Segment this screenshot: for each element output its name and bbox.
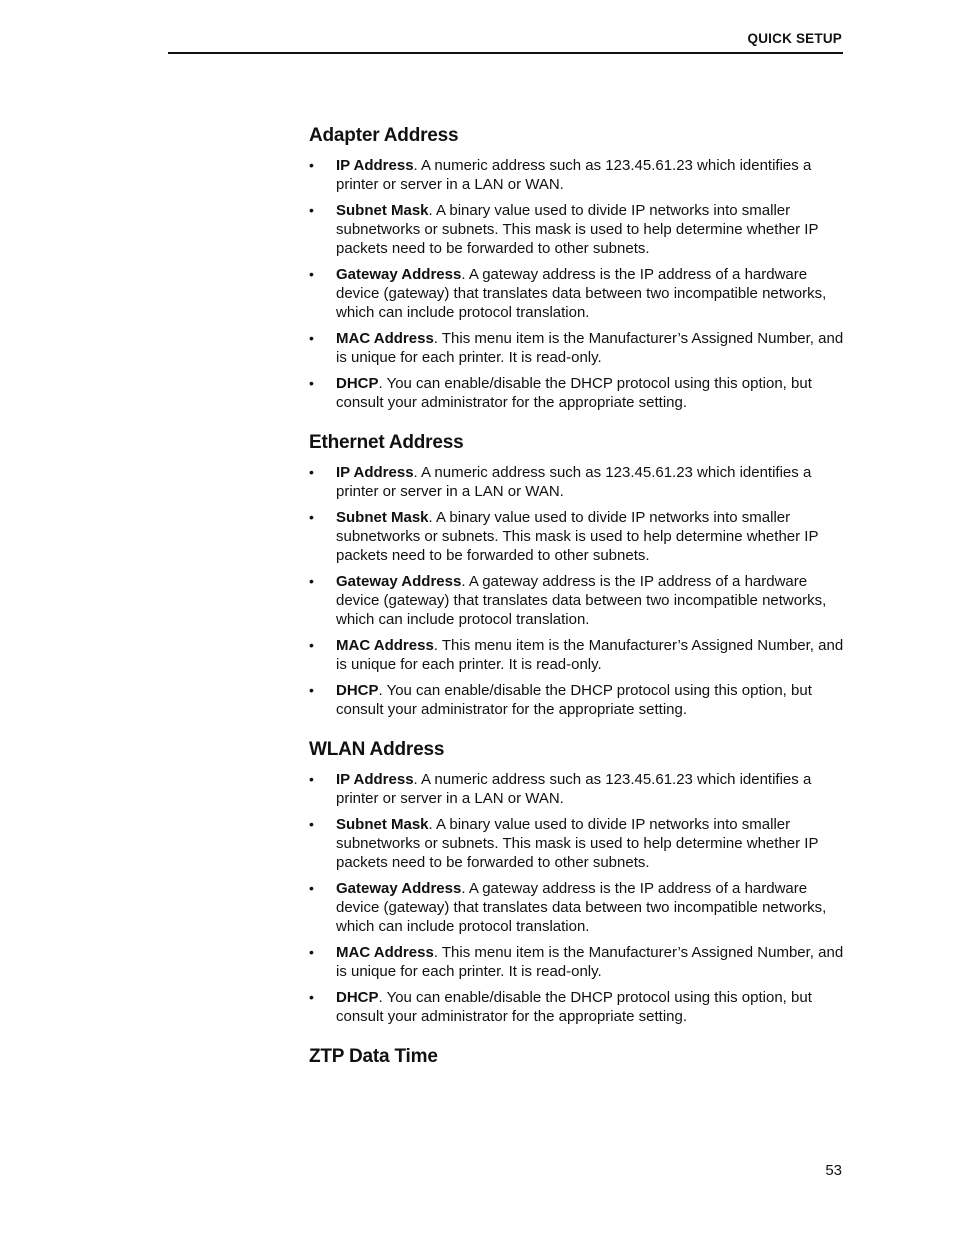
bullet-icon: • [309,573,314,589]
list-item [309,681,849,719]
list-item [309,374,849,412]
item-term: MAC Address [336,944,434,961]
item-description: . A binary value used to divide IP networks into smaller subnetworks or subnets. This mask is used to help determine whether IP packets need to be forwarded to other subnets. [336,202,819,257]
item-description: . You can enable/disable the DHCP protocol using this option, but consult your administrator for the appropriate setting. [336,682,812,718]
item-term: MAC Address [336,330,434,347]
item-term: Subnet Mask [336,816,429,833]
bullet-icon: • [309,509,314,525]
item-term: IP Address [336,157,414,174]
header-title: QUICK SETUP [747,31,842,46]
item-description: . This menu item is the Manufacturer’s Assigned Number, and is unique for each printer. It is read-only. [336,944,844,980]
item-description: . A gateway address is the IP address of a hardware device (gateway) that translates data between two incompatible networks, which can include protocol translation. [336,266,827,321]
bullet-list [309,463,849,719]
item-description: . A numeric address such as 123.45.61.23 which identifies a printer or server in a LAN or WAN. [336,464,812,500]
list-item [309,508,849,565]
item-description: . A gateway address is the IP address of a hardware device (gateway) that translates data between two incompatible networks, which can include protocol translation. [336,573,827,628]
list-item [309,463,849,501]
bullet-icon: • [309,944,314,960]
bullet-list [309,770,849,1026]
item-description: . A gateway address is the IP address of a hardware device (gateway) that translates data between two incompatible networks, which can include protocol translation. [336,880,827,935]
section-ztp-data-time [309,1044,849,1070]
bullet-icon: • [309,375,314,391]
item-term: Gateway Address [336,573,462,590]
list-item [309,572,849,629]
section-heading: WLAN Address [309,739,445,760]
item-term: MAC Address [336,637,434,654]
main-content [309,123,849,1088]
page-header [168,28,843,54]
list-item [309,943,849,981]
section-heading: Adapter Address [309,125,459,146]
item-description: . A numeric address such as 123.45.61.23 which identifies a printer or server in a LAN or WAN. [336,771,812,807]
item-term: DHCP [336,989,379,1006]
section-heading: ZTP Data Time [309,1046,438,1067]
bullet-icon: • [309,157,314,173]
item-term: DHCP [336,682,379,699]
item-term: IP Address [336,771,414,788]
item-term: Subnet Mask [336,202,429,219]
list-item [309,201,849,258]
item-term: Subnet Mask [336,509,429,526]
list-item [309,636,849,674]
section-ethernet-address [309,430,849,719]
item-description: . A binary value used to divide IP networks into smaller subnetworks or subnets. This mask is used to help determine whether IP packets need to be forwarded to other subnets. [336,509,819,564]
item-term: Gateway Address [336,266,462,283]
item-description: . A binary value used to divide IP networks into smaller subnetworks or subnets. This mask is used to help determine whether IP packets need to be forwarded to other subnets. [336,816,819,871]
list-item [309,329,849,367]
bullet-icon: • [309,989,314,1005]
list-item [309,265,849,322]
bullet-icon: • [309,637,314,653]
list-item [309,988,849,1026]
item-description: . This menu item is the Manufacturer’s Assigned Number, and is unique for each printer. It is read-only. [336,330,844,366]
list-item [309,879,849,936]
item-description: . You can enable/disable the DHCP protocol using this option, but consult your administrator for the appropriate setting. [336,989,812,1025]
section-adapter-address [309,123,849,412]
bullet-list [309,156,849,412]
item-description: . A numeric address such as 123.45.61.23 which identifies a printer or server in a LAN or WAN. [336,157,812,193]
bullet-icon: • [309,330,314,346]
list-item [309,156,849,194]
item-term: IP Address [336,464,414,481]
bullet-icon: • [309,880,314,896]
bullet-icon: • [309,202,314,218]
bullet-icon: • [309,464,314,480]
bullet-icon: • [309,771,314,787]
item-term: Gateway Address [336,880,462,897]
bullet-icon: • [309,266,314,282]
section-wlan-address [309,737,849,1026]
page-number: 53 [825,1162,842,1179]
list-item [309,815,849,872]
item-term: DHCP [336,375,379,392]
list-item [309,770,849,808]
item-description: . You can enable/disable the DHCP protocol using this option, but consult your administrator for the appropriate setting. [336,375,812,411]
bullet-icon: • [309,682,314,698]
bullet-icon: • [309,816,314,832]
item-description: . This menu item is the Manufacturer’s Assigned Number, and is unique for each printer. It is read-only. [336,637,844,673]
section-heading: Ethernet Address [309,432,464,453]
